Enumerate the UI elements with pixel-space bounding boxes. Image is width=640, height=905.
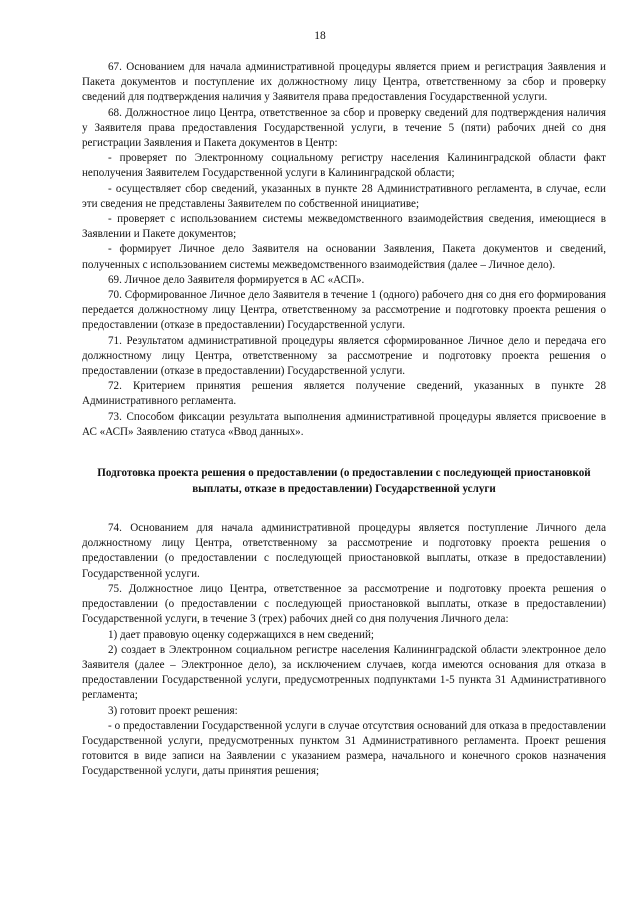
paragraph-68-item-2: - осуществляет сбор сведений, указанных в пункте 28 Административного регламента, в случае, если эти сведения не представлены Заявителем по собственной инициативе;	[82, 182, 606, 210]
paragraph-67: 67. Основанием для начала административной процедуры является прием и регистрация Заявления и Пакета документов и поступление их должностному лицу Центра, ответственному за сбор и проверку сведений для подтверждения наличия у Заявителя права предоставления Государственной услуги.	[82, 61, 606, 104]
paragraph-72: 72. Критерием принятия решения является получение сведений, указанных в пункте 28 Административного регламента.	[82, 380, 606, 408]
paragraph-70: 70. Сформированное Личное дело Заявителя в течение 1 (одного) рабочего дня со дня его формирования передается должностному лицу Центра, ответственному за рассмотрение и подготовку проекта решения о предоставлении (отказе в предоставлении) Государственной услуги.	[82, 289, 606, 332]
section-heading: Подготовка проекта решения о предоставлении (о предоставлении с последующей приостановкой выплаты, отказе в предоставлении) Государственной услуги	[97, 467, 591, 495]
paragraph-71: 71. Результатом административной процедуры является сформированное Личное дело и передача его должностному лицу Центра, ответственному за рассмотрение и подготовку проекта решения о предоставлении (отказе в предоставлении) Государственной услуги.	[82, 334, 606, 378]
paragraph-68-item-3: - проверяет с использованием системы межведомственного взаимодействия сведения, имеющиеся в Заявлении и Пакете документов;	[82, 213, 606, 241]
paragraph-68-item-4: - формирует Личное дело Заявителя на основании Заявления, Пакета документов и сведений, полученных с использованием системы межведомственного взаимодействия (далее – Личное дело).	[82, 243, 606, 271]
paragraph-68-item-1: - проверяет по Электронному социальному регистру населения Калининградской области факт неполучения Заявителем Государственной услуги в Калининградской области;	[82, 152, 606, 180]
paragraph-75: 75. Должностное лицо Центра, ответственное за рассмотрение и подготовку проекта решения о предоставлении (о предоставлении с последующей приостановкой выплаты, отказе в предоставлении) Государственной услуги, в течение 3 (трех) рабочих дней со дня получения Личного дела:	[82, 582, 606, 626]
paragraph-75-item-2: 2) создает в Электронном социальном регистре населения Калининградской области электронное дело Заявителя (далее – Электронное дело), за исключением случаев, когда имеются основания для отказа в предоставлении Государственной услуги, предусмотренных подпунктами 1-5 пункта 31 Административного регламента;	[82, 643, 606, 702]
paragraph-75-item-3: 3) готовит проект решения:	[108, 704, 238, 717]
paragraph-69: 69. Личное дело Заявителя формируется в АС «АСП».	[108, 273, 365, 286]
paragraph-74: 74. Основанием для начала административной процедуры является поступление Личного дела должностному лицу Центра, ответственному за рассмотрение и подготовку проекта решения о предоставлении (о предоставлении с последующей приостановкой выплаты, отказе в предоставлении) Государственной услуги.	[82, 522, 606, 580]
document-body	[82, 60, 606, 780]
paragraph-73: 73. Способом фиксации результата выполнения административной процедуры является присвоение в АС «АСП» Заявлению статуса «Ввод данных».	[82, 410, 606, 438]
paragraph-75-item-1: 1) дает правовую оценку содержащихся в нем сведений;	[108, 628, 374, 641]
paragraph-75-item-3-sub: - о предоставлении Государственной услуги в случае отсутствия оснований для отказа в предоставлении Государственной услуги, предусмотренных пунктом 31 Административного регламента. Проект решения готовится в виде записи на Заявлении с указанием размера, начального и конечного сроков назначения Государственной услуги, даты принятия решения;	[82, 719, 606, 778]
paragraph-68: 68. Должностное лицо Центра, ответственное за сбор и проверку сведений для подтверждения наличия у Заявителя права предоставления Государственной услуги, в течение 5 (пяти) рабочих дней со дня регистрации Заявления и Пакета документов в Центр:	[82, 106, 606, 150]
page-number: 18	[314, 30, 326, 42]
